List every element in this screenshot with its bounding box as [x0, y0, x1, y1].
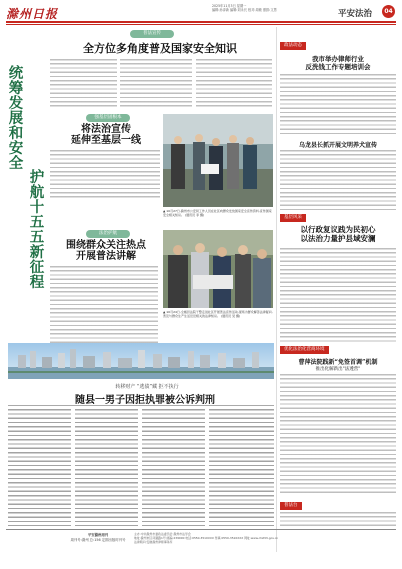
section1-body	[280, 74, 396, 134]
photo-top-credit: (通讯员 李 摄)	[184, 213, 205, 218]
footer-address-line2: 地址:滁州市区凤凰路1号 邮编:239000 电话:0550-3510XXX 传真:0550-3510XXX 网址:www.chzhfz.gov.cn	[134, 536, 279, 541]
article3-body	[50, 266, 158, 344]
article2-body	[50, 150, 160, 200]
article1-tag: 普法宣传	[130, 30, 174, 38]
masthead-info	[212, 4, 332, 12]
footer-paper-number: 周刊号:滁州 总:156 定期出版时刊号	[70, 537, 126, 542]
section1-headline-line2: 反洗钱工作专题培训会	[305, 63, 371, 71]
top-rule	[6, 21, 396, 23]
photo-bottom-caption	[163, 310, 273, 318]
section3-headline: 曹萍法院践新“免签首调”机制	[298, 359, 378, 366]
top-rule-thin	[6, 24, 396, 25]
vertical-title-right: 护航十五五新征程	[29, 169, 45, 291]
article1-body-col3	[196, 59, 272, 109]
footer-paper-info	[68, 533, 128, 542]
date-line: 2025年11月3日 星期一	[212, 4, 247, 8]
section2-headline	[282, 225, 394, 243]
section2-body	[280, 248, 396, 343]
photo-bottom	[163, 230, 273, 308]
page-number-badge: 04	[382, 5, 395, 18]
page-title: 平安法治	[338, 9, 373, 19]
footer-address-line3: 法律顾问:安徽滁州律师事务所	[134, 540, 173, 545]
newspaper-logo: 滁州日报	[6, 7, 59, 21]
section1-sub-headline: 乌龙县长抓开展文明养犬宣传	[298, 142, 377, 149]
section4-body	[280, 512, 396, 526]
section1-headline	[282, 55, 394, 71]
article4-headline: 随县一男子因拒执罪被公诉判刑	[75, 395, 215, 406]
article2-headline-line1: 将法治宣传	[81, 124, 131, 135]
footer-rule	[6, 529, 396, 530]
article3-headline	[52, 240, 160, 262]
article1-body-col1	[50, 59, 117, 109]
photo-top-caption-text: ▲ 10月27日,滁州市公安局工作人员在社区向群众发放国家安全宣传资料,宣传国家安全相关知识。	[163, 209, 272, 218]
photo-bottom-credit: (通讯员 吴 摄)	[220, 314, 241, 319]
city-skyline-image	[8, 343, 274, 379]
article4-kicker: 转移财产 “逃债”藏 拒不执行	[115, 384, 179, 390]
article2-tag: 强基层固根本	[86, 114, 130, 122]
right-column-divider	[276, 27, 277, 552]
footer-paper-name: 平安滁州周刊	[87, 533, 109, 537]
section2-headline-line1: 以行政复议践为民初心	[300, 225, 376, 234]
section4-tag: 普法台	[280, 502, 302, 510]
article4-body-col4	[209, 409, 274, 526]
article4-rule	[8, 405, 274, 406]
city-skyline-photo	[8, 343, 274, 379]
editor-line: 编辑:孙泽新 编辑:刘永长 校对:周敏 照排:文思	[212, 8, 277, 13]
article1-body-col2	[120, 59, 192, 109]
article1-headline: 全方位多角度普及国家安全知识	[83, 42, 237, 55]
article3-tag: 法治护航	[86, 230, 130, 238]
article2-headline-line2: 延伸至基层一线	[71, 135, 141, 146]
footer-address	[134, 532, 396, 545]
photo-top	[163, 114, 273, 207]
section1-headline-line1: 我市举办律师行业	[312, 55, 364, 63]
section2-tag: 基层风采	[280, 214, 306, 222]
article3-headline-line2: 开展普法讲解	[76, 251, 136, 262]
section1-tag: 政法动态	[280, 42, 306, 50]
article2-headline	[52, 124, 160, 146]
photo-bottom-caption-text: ▲ 10月24日,全椒县法院干警走进社区开展普法宣传活动,现场为群众解答法律疑问,普及与群众生产生活息息相关的法律知识。	[163, 310, 273, 319]
photo-top-caption	[163, 209, 273, 217]
article4-body-col2	[75, 409, 138, 526]
article3-headline-line1: 围绕群众关注热点	[66, 240, 146, 251]
photo-top-image	[163, 114, 273, 207]
article4-body-col3	[142, 409, 205, 526]
section3-sub: 推出化解新出"法透营"	[315, 367, 361, 372]
footer-address-line1: 主办:中共滁州市委政法委员会 滁州市法学会	[134, 532, 191, 536]
section1-sub-body	[280, 150, 396, 210]
section3-tag: 优化法治化营商环境	[280, 346, 329, 354]
photo-bottom-image	[163, 230, 273, 308]
section3-body	[280, 374, 396, 496]
article4-body-col1	[8, 409, 71, 526]
section2-headline-line2: 以法治力量护县域安澜	[300, 234, 376, 243]
vertical-title-left: 统筹发展和安全	[8, 65, 24, 172]
